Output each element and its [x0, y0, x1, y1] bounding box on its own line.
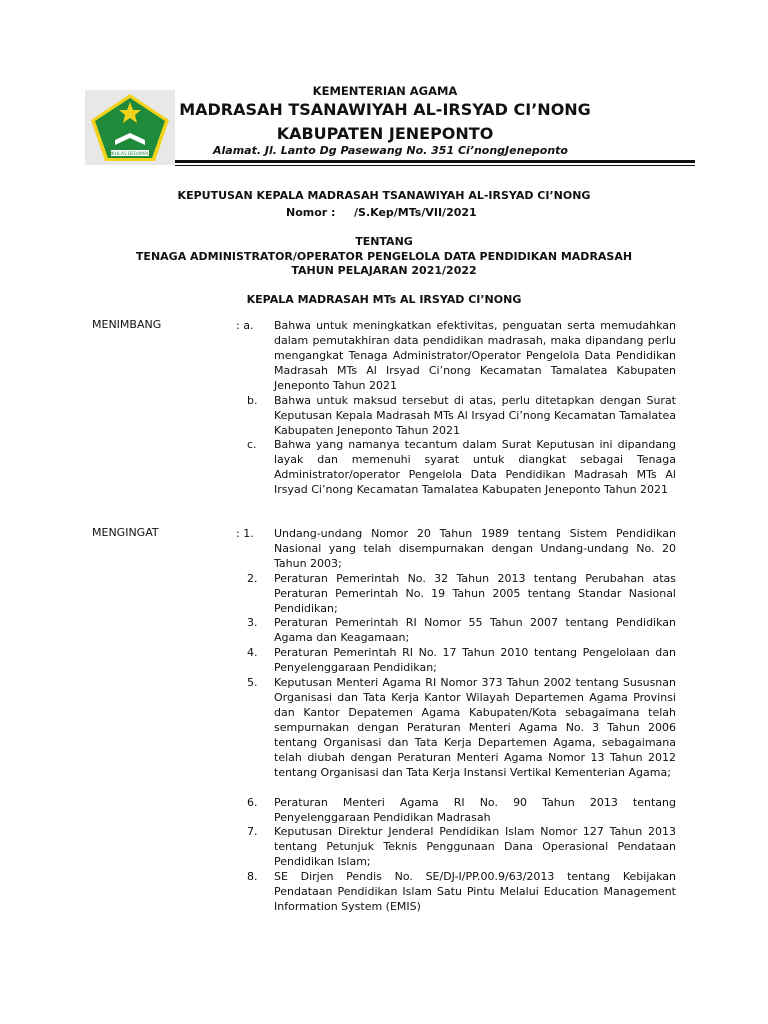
mengingat-item-3: Peraturan Pemerintah RI Nomor 55 Tahun 2007 tentang Pendidikan Agama dan Keagamaan; [274, 616, 676, 644]
ministry-emblem-icon [85, 90, 175, 165]
menimbang-item-c: Bahwa yang namanya tecantum dalam Surat Keputusan ini dipandang layak dan memenuhi syarat untuk diangkat sebagai Tenaga Administrator/operator Pengelola Data Pendidikan Madrasah MTs Al Irsyad Ci’nong Kecamatan Tamalatea Kabupaten Jeneponto Tahun 2021 [274, 438, 676, 496]
school-name: MADRASAH TSANAWIYAH AL-IRSYAD CI’NONG [179, 100, 591, 119]
regency-name: KABUPATEN JENEPONTO [276, 124, 494, 143]
mengingat-label: MENGINGAT [92, 526, 159, 539]
about-label: TENTANG [355, 235, 413, 248]
menimbang-marker-a: : a. [236, 319, 254, 332]
mengingat-marker-8: 8. [247, 870, 258, 883]
mengingat-item-2: Peraturan Pemerintah No. 32 Tahun 2013 tentang Perubahan atas Peraturan Pemerintah No. 19 Tahun 2005 tentang Standar Nasional Pendidikan; [274, 572, 676, 615]
header-divider-thin [175, 165, 695, 166]
mengingat-marker-7: 7. [247, 825, 258, 838]
official-title: KEPALA MADRASAH MTs AL IRSYAD CI’NONG [246, 293, 522, 306]
ministry-name: KEMENTERIAN AGAMA [312, 84, 458, 98]
decree-number [286, 206, 477, 219]
header-divider-thick [175, 160, 695, 163]
mengingat-marker-4: 4. [247, 646, 258, 659]
mengingat-item-8: SE Dirjen Pendis No. SE/DJ-I/PP.00.9/63/2013 tentang Kebijakan Pendataan Pendidikan Islam Satu Pintu Melalui Education Management Information System (EMIS) [274, 870, 676, 913]
mengingat-marker-6: 6. [247, 796, 258, 809]
school-address: Alamat. Jl. Lanto Dg Pasewang No. 351 Ci’nongJeneponto [213, 144, 568, 157]
mengingat-marker-1: : 1. [236, 527, 254, 540]
menimbang-marker-c: c. [247, 438, 257, 451]
mengingat-marker-5: 5. [247, 676, 258, 689]
mengingat-marker-2: 2. [247, 572, 258, 585]
subject-line-1: TENAGA ADMINISTRATOR/OPERATOR PENGELOLA DATA PENDIDIKAN MADRASAH [135, 250, 633, 263]
mengingat-item-5: Keputusan Menteri Agama RI Nomor 373 Tahun 2002 tentang Sususnan Organisasi dan Tata Kerja Kantor Wilayah Departemen Agama Provinsi dan Kantor Depatemen Agama Kabupaten/Kota sebagaimana telah sempurnakan dengan Peraturan Menteri Agama No. 3 Tahun 2006 tentang Organisasi dan Tata Kerja Departemen Agama, sebagaimana telah diubah dengan Peraturan Menteri Agama Nomor 13 Tahun 2012 tentang Organisasi dan Tata Kerja Instansi Vertikal Kementerian Agama; [274, 676, 676, 779]
menimbang-item-b: Bahwa untuk maksud tersebut di atas, perlu ditetapkan dengan Surat Keputusan Kepala Madrasah MTs Al Irsyad Ci’nong Kecamatan Tamalatea Kabupaten Jeneponto Tahun 2021 [274, 394, 676, 437]
mengingat-item-4: Peraturan Pemerintah RI No. 17 Tahun 2010 tentang Pengelolaan dan Penyelenggaraan Pendidikan; [274, 646, 676, 674]
menimbang-marker-b: b. [247, 394, 258, 407]
mengingat-item-6: Peraturan Menteri Agama RI No. 90 Tahun 2013 tentang Penyelenggaraan Pendidikan Madrasah [274, 796, 676, 824]
menimbang-label: MENIMBANG [92, 318, 162, 331]
decree-number-value: /S.Kep/MTs/VII/2021 [354, 206, 477, 219]
mengingat-item-1: Undang-undang Nomor 20 Tahun 1989 tentang Sistem Pendidikan Nasional yang telah disempurnakan dengan Undang-undang No. 20 Tahun 2003; [274, 527, 676, 570]
subject-line-2: TAHUN PELAJARAN 2021/2022 [291, 264, 477, 277]
mengingat-item-7: Keputusan Direktur Jenderal Pendidikan Islam Nomor 127 Tahun 2013 tentang Petunjuk Teknis Penggunaan Dana Operasional Pendataan Pendidikan Islam; [274, 825, 676, 868]
menimbang-item-a: Bahwa untuk meningkatkan efektivitas, penguatan serta memudahkan dalam pemutakhiran data pendidikan madrasah, maka dipandang perlu mengangkat Tenaga Administrator/Operator Pengelola Data Pendidikan Madrasah MTs Al Irsyad Ci’nong Kecamatan Tamalatea Kabupaten Jeneponto Tahun 2021 [274, 319, 676, 392]
mengingat-marker-3: 3. [247, 616, 258, 629]
decree-title: KEPUTUSAN KEPALA MADRASAH TSANAWIYAH AL-IRSYAD CI’NONG [177, 189, 591, 202]
logo-banner-text: IKHLAS BERAMAL [110, 152, 150, 157]
decree-number-label: Nomor : [286, 206, 336, 219]
